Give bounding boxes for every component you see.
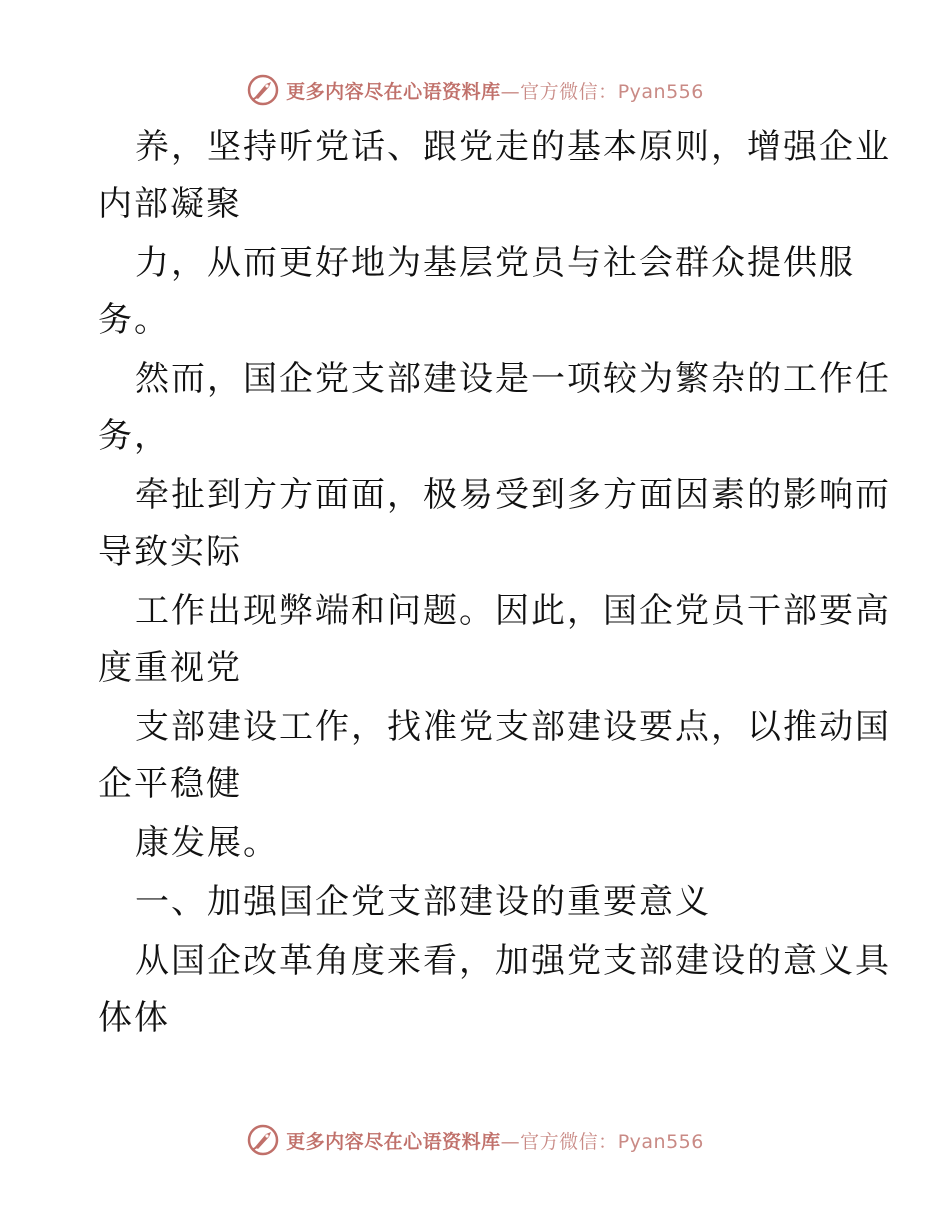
watermark-wechat-id: Pyan556 [617, 1130, 704, 1153]
watermark-label: 更多内容尽在心语资料库 [286, 1130, 501, 1153]
watermark-label: 更多内容尽在心语资料库 [286, 80, 501, 103]
body-line: 养，坚持听党话、跟党走的基本原则，增强企业 [135, 127, 891, 167]
body-line: 然而，国企党支部建设是一项较为繁杂的工作任 [135, 359, 891, 399]
watermark-separator: — [500, 1130, 521, 1153]
section-heading: 一、加强国企党支部建设的重要意义 [135, 882, 711, 922]
watermark-separator: — [500, 80, 521, 103]
body-line: 内部凝聚 [98, 184, 242, 224]
body-line: 牵扯到方方面面，极易受到多方面因素的影响而 [135, 475, 891, 515]
body-line: 导致实际 [98, 532, 242, 572]
footer-watermark [0, 1120, 950, 1160]
body-line: 体体 [98, 998, 170, 1038]
watermark-wechat-id: Pyan556 [617, 80, 704, 103]
watermark-wechat-prefix: 官方微信： [520, 80, 618, 103]
body-line: 支部建设工作，找准党支部建设要点，以推动国 [135, 707, 891, 747]
body-line: 度重视党 [98, 648, 242, 688]
body-line: 务， [98, 416, 170, 456]
body-line: 力，从而更好地为基层党员与社会群众提供服 [135, 243, 855, 283]
body-line: 康发展。 [135, 823, 279, 863]
body-line: 工作出现弊端和问题。因此，国企党员干部要高 [135, 591, 891, 631]
watermark-text [286, 1127, 704, 1154]
pen-nib-logo-icon [246, 1123, 280, 1157]
body-line: 从国企改革角度来看，加强党支部建设的意义具 [135, 941, 891, 981]
body-line: 企平稳健 [98, 764, 242, 804]
body-line: 务。 [98, 300, 170, 340]
watermark-wechat-prefix: 官方微信： [520, 1130, 618, 1153]
